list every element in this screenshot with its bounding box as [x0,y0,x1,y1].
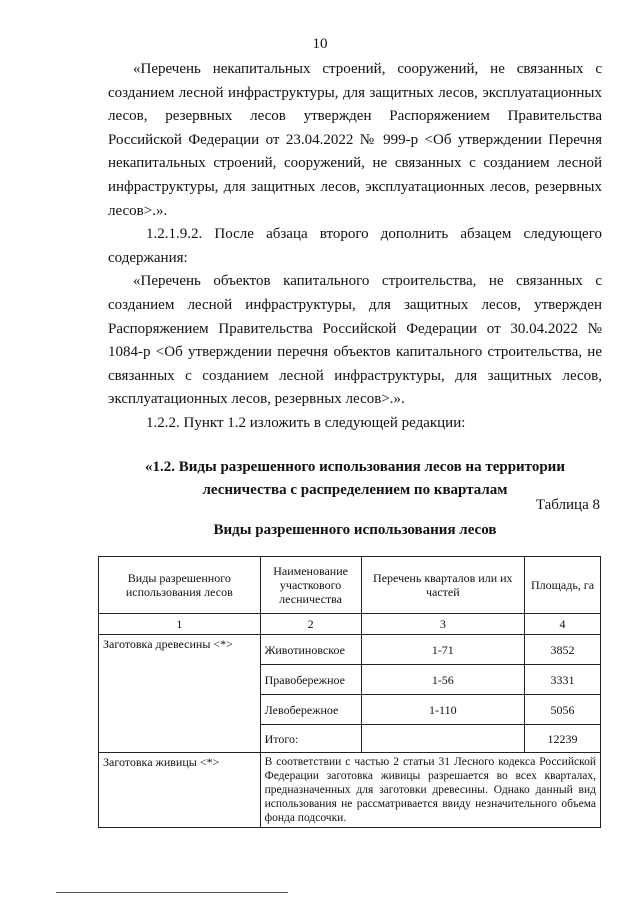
total-area: 12239 [525,725,601,753]
area-cell: 3331 [525,665,601,695]
column-number: 4 [525,614,601,635]
column-number-row [99,614,601,635]
total-label: Итого: [260,725,361,753]
header-cell: Виды разрешенного использования лесов [99,557,261,614]
table-row [99,635,601,665]
paragraph-1: «Перечень некапитальных строений, сооружений, не связанных с созданием лесной инфраструктуры, для защитных лесов, эксплуатационных лесов, резервных лесов утвержден Распоряжением Правительства Российской Федерации от 23.04.2022 № 999-р <Об утверждении Перечня некапитальных строений, сооружений, не связанных с созданием лесной инфраструктуры, для защитных лесов, эксплуатационных лесов, резервных лесов>.». [108,61,602,219]
forestry-name-cell: Левобережное [260,695,361,725]
forestry-name-cell: Животиновское [260,635,361,665]
page-number: 10 [312,36,328,52]
quarters-cell: 1-71 [361,635,525,665]
note-cell: В соответствии с частью 2 статьи 31 Лесного кодекса Российской Федерации заготовка живицы разрешается во всех кварталах, предназначенных для заготовки древесины. Однако данный вид использования не рассматривается ввиду незначительного объема фонда подсочки. [260,753,600,828]
table-label: Таблица 8 [535,497,600,513]
body-text [108,58,602,436]
column-number: 3 [361,614,525,635]
area-cell: 5056 [525,695,601,725]
use-type-cell: Заготовка древесины <*> [99,635,261,753]
paragraph-4: 1.2.2. Пункт 1.2 изложить в следующей редакции: [146,414,466,431]
table-title: Виды разрешенного использования лесов [213,522,497,538]
column-number: 2 [260,614,361,635]
paragraph-2: 1.2.1.9.2. После абзаца второго дополнить абзацем следующего содержания: [108,226,602,266]
quarters-cell: 1-56 [361,665,525,695]
empty-cell [361,725,525,753]
header-cell: Перечень кварталов или их частей [361,557,525,614]
footnote-divider [56,892,288,893]
column-number: 1 [99,614,261,635]
header-cell: Площадь, га [525,557,601,614]
section-heading: «1.2. Виды разрешенного использования лесов на территории лесничества с распределением по кварталам [145,459,565,498]
forestry-name-cell: Правобережное [260,665,361,695]
use-type-cell: Заготовка живицы <*> [99,753,261,828]
header-cell: Наименование участкового лесничества [260,557,361,614]
land-use-table [98,556,601,828]
area-cell: 3852 [525,635,601,665]
quarters-cell: 1-110 [361,695,525,725]
paragraph-3: «Перечень объектов капитального строительства, не связанных с созданием лесной инфраструктуры, для защитных лесов, утвержден Распоряжением Правительства Российской Федерации от 30.04.2022 № 1084-р <Об утверждении перечня объектов капитального строительства, не связанных с созданием лесной инфраструктуры, для защитных лесов, эксплуатационных лесов, резервных лесов>.». [108,273,602,408]
table-row [99,753,601,828]
table-header-row [99,557,601,614]
